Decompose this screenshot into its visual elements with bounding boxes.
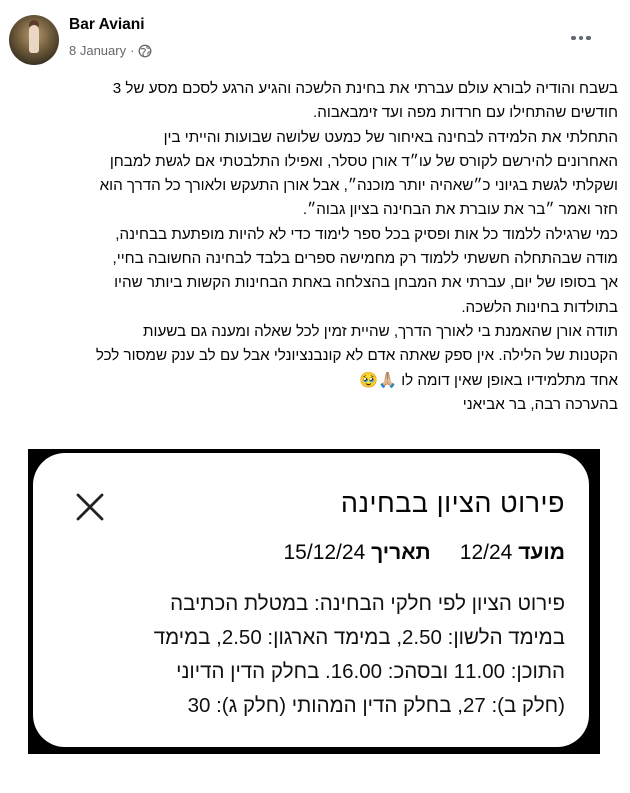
avatar-figure-body [29,25,39,53]
globe-icon[interactable] [138,44,152,58]
post-date[interactable]: 8 January [69,43,127,58]
post-text-line: האחרונים להירשם לקורס של עו״ד אורן טסלר, ואפילו התלבטתי אם לגשת למבחן [109,152,618,170]
post-text-line: מודה שבהתחלה חששתי ללמוד רק מחמישה ספרים בלבד לבחינה החשובה בחיי, [112,250,618,268]
post-text-line: תודה אורן שהאמנת בי לאורך הדרך, שהיית זמין לכל שאלה ומענה גם בשעות [143,322,618,340]
post-text-line: הקטנות של הלילה. אין ספק שאתה אדם לא קונבנציונלי אבל עם לב ענק שמסור לכל [95,347,618,365]
more-options-icon[interactable] [566,26,596,50]
date-value: 15/12/24 [283,541,366,564]
post-text-line: ושקלתי לגשת בגיוני כ״שאהיה יותר מוכנה״, אבל אורן התעקש ולאורך כל הדרך הוא [99,177,618,195]
post-text-line: אחד מתלמידיו באופן שאין דומה לו 🙏🏼🥹 [359,371,618,389]
post-text-line: בשבח והודיה לבורא עולם עברתי את בחינת הלשכה והגיע הרגע לסכם מסע של 3 [112,80,618,97]
close-icon [74,491,106,523]
card-body-line: (חלק ב): 27, בחלק הדין המהותי (חלק ג): 30 [187,694,565,717]
post-text-line: אך בסופו של יום, עברתי את המבחן בהצלחה באחת הבחינות הקשות ביותר שהיו [114,274,618,292]
grade-details-card [33,453,589,747]
card-dates [284,541,566,565]
post-photo[interactable] [28,449,600,754]
post-text-line: חזר ואמר ״בר את עוברת את הבחינה בציון גבוה״. [302,201,618,219]
post-text-line: כמי שרגילה ללמוד כל אות ופסיק בכל ספר לימוד כדי לא להיות מופתעת בבחינה, [115,225,618,243]
author-name[interactable]: Bar Aviani [69,16,145,33]
card-body [45,587,565,723]
session-label: מועד [518,541,565,564]
card-title: פירוט הציון בבחינה [340,488,565,518]
card-body-line: במימד הלשון: 2.50, במימד הארגון: 2.50, במימד [153,626,565,649]
avatar[interactable] [9,15,59,65]
session-value: 12/24 [459,541,513,564]
card-body-line: התוכן: 11.00 ובסהכ: 16.00. בחלק הדין הדיוני [176,660,565,683]
post-text [12,77,618,417]
post-header [0,0,630,76]
date-label: תאריך [371,541,431,564]
post-text-line: התחלתי את הלמידה לבחינה באיחור של כמעט שלושה שבועות והייתי בין [163,128,618,146]
post-meta [69,43,152,58]
post-text-line: בהערכה רבה, בר אביאני [462,395,618,413]
post-text-line: חודשים שהתחילו עם חרדות מפה ועד זימבאבוה. [313,104,618,122]
card-body-line: פירוט הציון לפי חלקי הבחינה: במטלת הכתיבה [170,592,565,615]
post-text-line: בתולדות בחינות הלשכה. [461,298,618,316]
meta-separator: · [130,43,135,58]
